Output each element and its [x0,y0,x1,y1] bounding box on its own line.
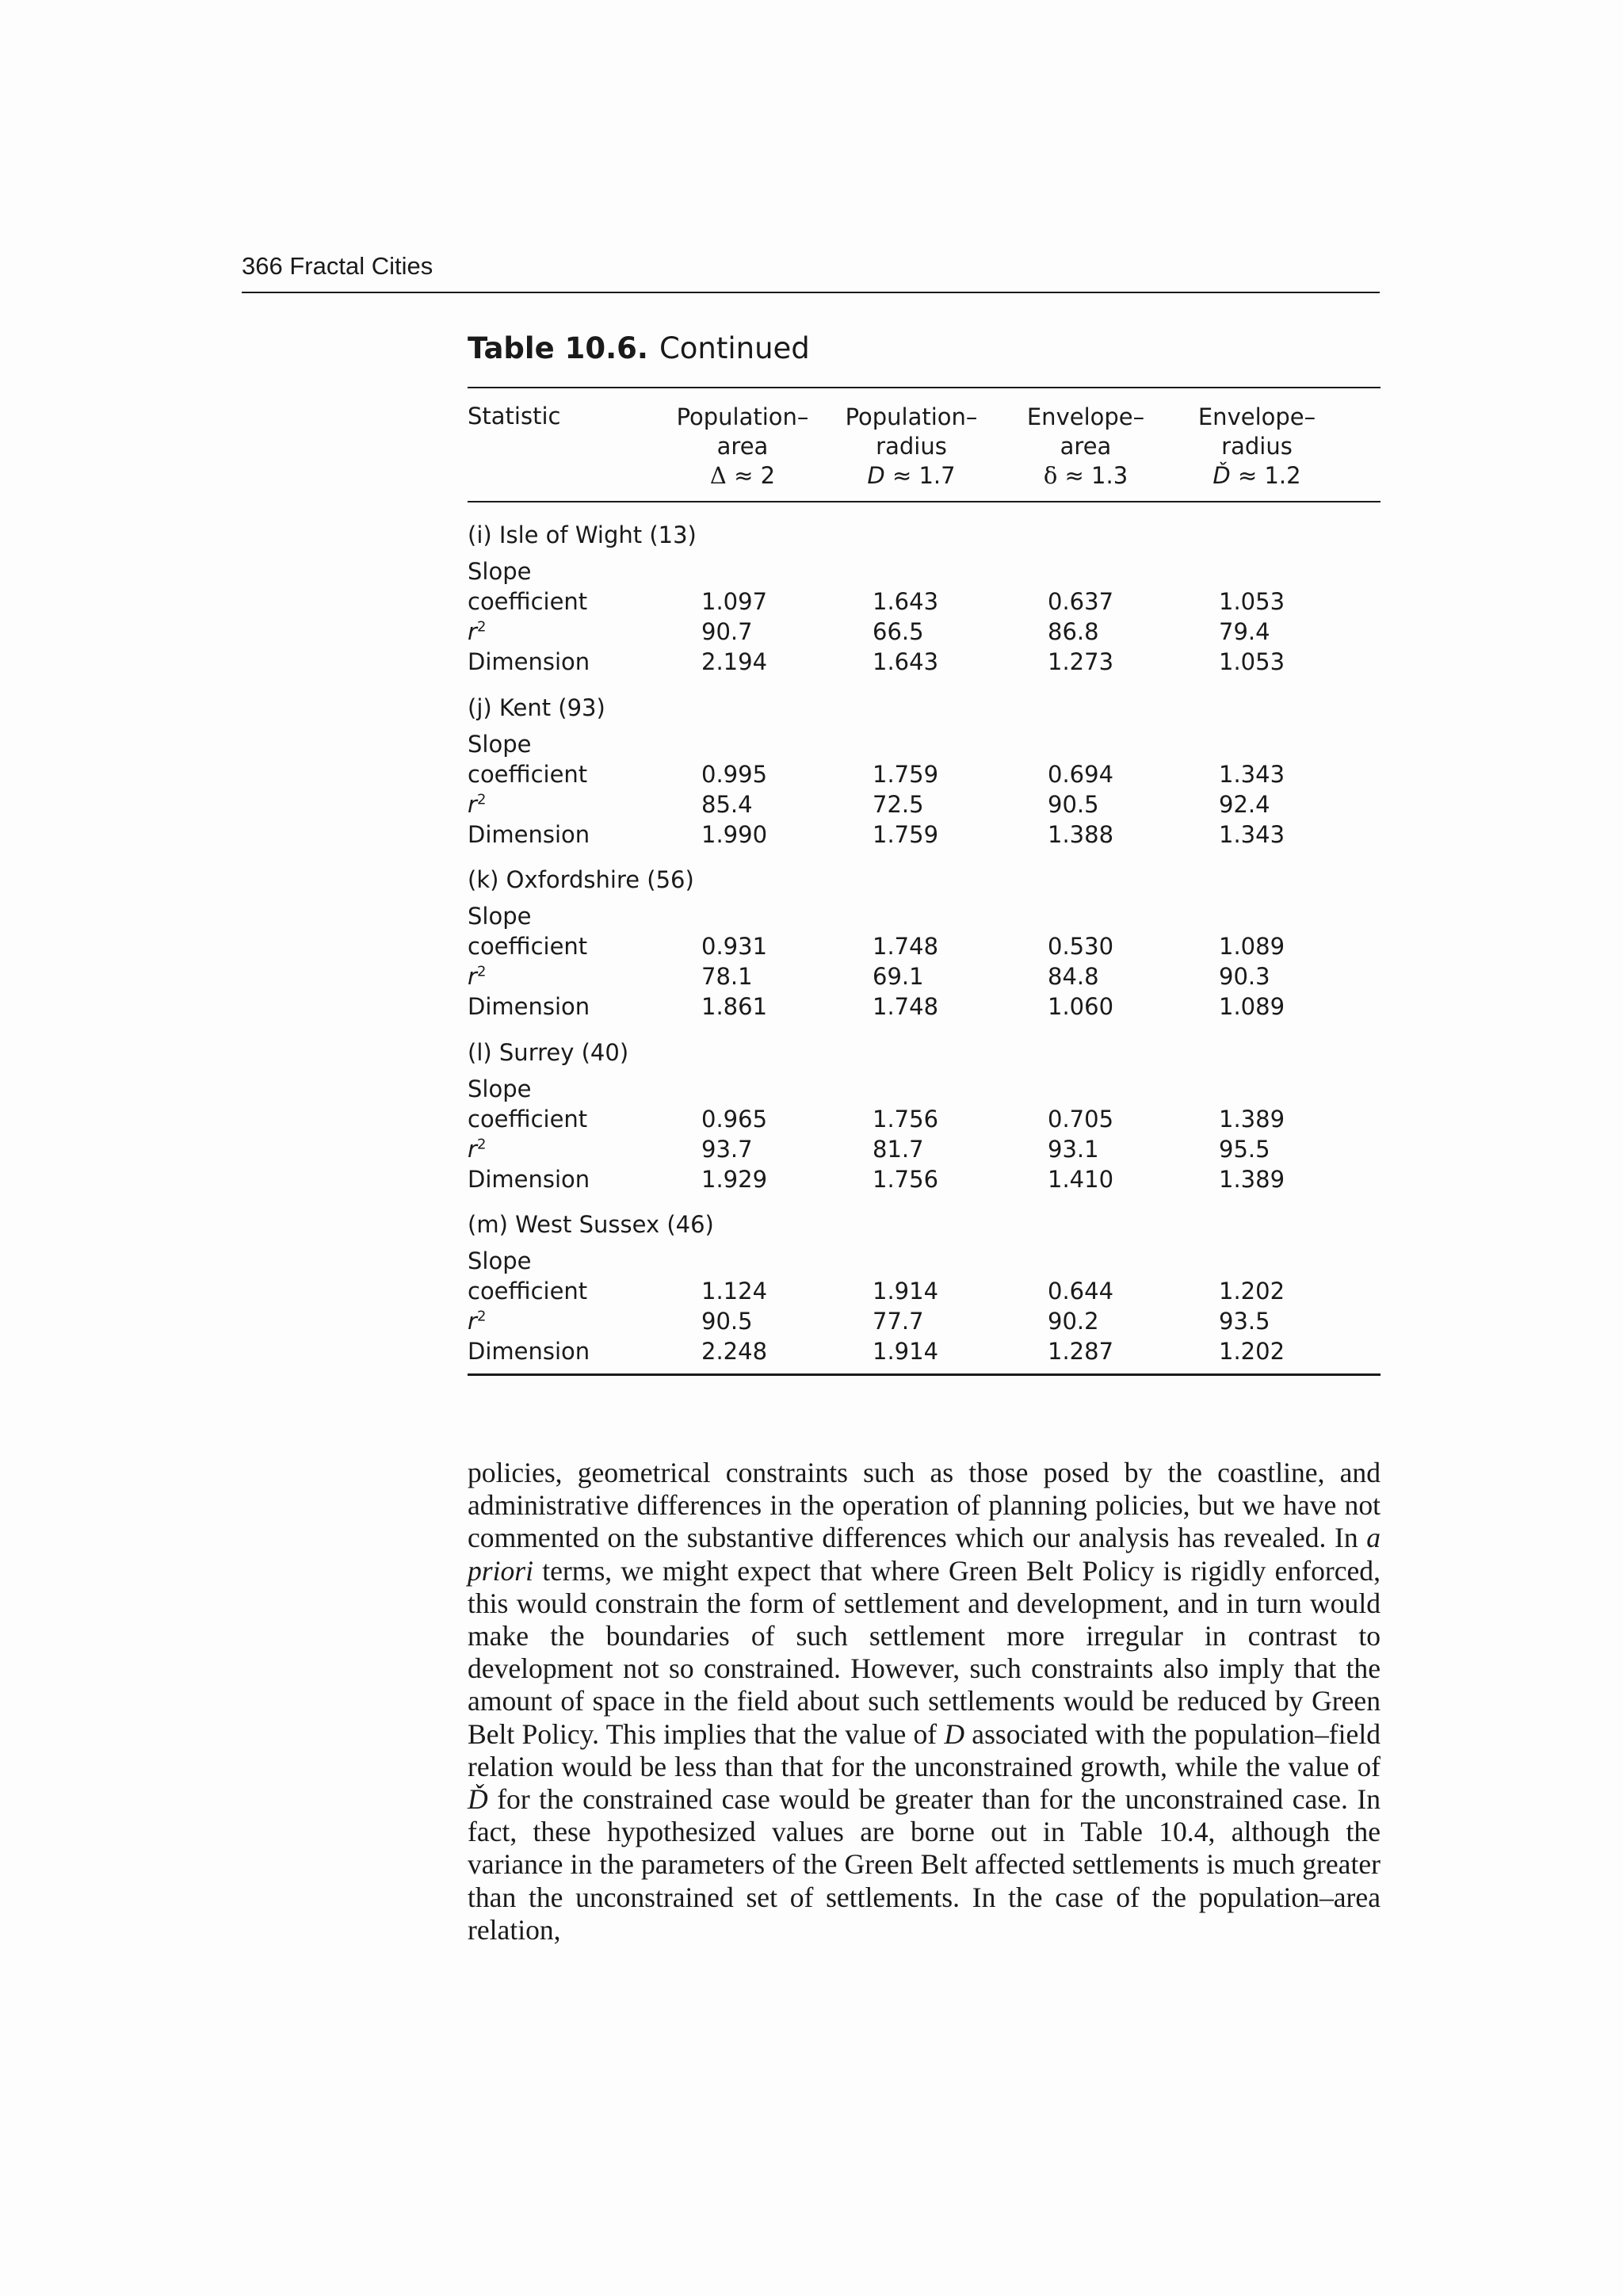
table-cell: 0.965 [701,1106,768,1133]
table-number: Table 10.6. [468,331,648,365]
table-cell: 1.097 [701,588,768,615]
table-cell: 1.388 [1048,821,1114,848]
table-bottom-rule [468,1373,1381,1376]
table-cell: 93.5 [1219,1308,1270,1335]
group-title: (m) West Sussex (46) [468,1211,714,1238]
row-label-slope: Slope [468,558,532,585]
table-cell: 0.705 [1048,1106,1114,1133]
row-label-coefficient: coefficient [468,1106,588,1133]
table-cell: 1.861 [701,993,768,1020]
table-cell: 0.637 [1048,588,1114,615]
table-cell: 1.343 [1219,761,1285,788]
table-cell: 1.053 [1219,588,1285,615]
table-cell: 90.7 [701,618,753,645]
table-cell: 90.5 [701,1308,753,1335]
row-label-coefficient: coefficient [468,1278,588,1305]
table-cell: 93.1 [1048,1136,1099,1163]
table-cell: 66.5 [873,618,924,645]
table-cell: 1.410 [1048,1166,1114,1193]
table-cell: 1.202 [1219,1278,1285,1305]
row-label-dimension: Dimension [468,1166,590,1193]
column-header-population-radius: Population– radius D ≈ 1.7 [845,403,978,489]
table-cell: 2.194 [701,648,768,675]
row-label-slope: Slope [468,731,532,758]
running-header: 366 Fractal Cities [242,252,433,280]
table-cell: 81.7 [873,1136,924,1163]
row-label-dimension: Dimension [468,993,590,1020]
column-header-envelope-area: Envelope– area δ ≈ 1.3 [1026,403,1145,489]
table-caption-text: Continued [659,331,810,365]
table-cell: 1.202 [1219,1338,1285,1365]
row-label-dimension: Dimension [468,821,590,848]
table-cell: 95.5 [1219,1136,1270,1163]
row-label-dimension: Dimension [468,1338,590,1365]
table-cell: 77.7 [873,1308,924,1335]
table-cell: 0.995 [701,761,768,788]
table-cell: 90.3 [1219,963,1270,990]
table-cell: 0.931 [701,933,768,960]
row-label-coefficient: coefficient [468,761,588,788]
table-cell: 1.929 [701,1166,768,1193]
group-title: (l) Surrey (40) [468,1039,629,1066]
table-caption [468,331,810,365]
row-label-r-squared: $r^2$ [468,618,487,645]
table-cell: 1.343 [1219,821,1285,848]
row-label-slope: Slope [468,1075,532,1102]
table-cell: 1.089 [1219,933,1285,960]
group-title: (i) Isle of Wight (13) [468,521,697,548]
table-cell: 92.4 [1219,791,1270,818]
statistic-header: Statistic [468,403,561,430]
table-cell: 1.124 [701,1278,768,1305]
row-label-dimension: Dimension [468,648,590,675]
table-cell: 1.643 [873,648,939,675]
column-header-envelope-radius: Envelope– radius Ď ≈ 1.2 [1197,403,1316,489]
table-top-rule [468,387,1381,388]
table-cell: 79.4 [1219,618,1270,645]
table-cell: 72.5 [873,791,924,818]
table-cell: 93.7 [701,1136,753,1163]
table-cell: 85.4 [701,791,753,818]
table-cell: 69.1 [873,963,924,990]
table-cell: 78.1 [701,963,753,990]
table-cell: 84.8 [1048,963,1099,990]
table-cell: 1.060 [1048,993,1114,1020]
table-cell: 1.990 [701,821,768,848]
table-cell: 1.759 [873,761,939,788]
body-paragraph: policies, geometrical constraints such as those posed by the coastline, and administrative differences in the operation of planning policies, but we have not commented on the substantive differences which our analysis has revealed. In a priori terms, we might expect that where Green Belt Policy is rigidly enforced, this would constrain the form of settlement and development, and in turn would make the boundaries of such settlement more irregular in contrast to development not so constrained. However, such constraints also imply that the amount of space in the field about such settlements would be reduced by Green Belt Policy. This implies that the value of D associated with the population–field relation would be less than that for the unconstrained growth, while the value of Ď for the constrained case would be greater than for the unconstrained case. In fact, these hypothesized values are borne out in Table 10.4, although the variance in the parameters of the Green Belt affected settlements is much greater than the unconstrained set of settlements. In the case of the population–area relation, [468,1457,1381,1946]
table-cell: 1.748 [873,993,939,1020]
table-cell: 1.389 [1219,1106,1285,1133]
table-cell: 2.248 [701,1338,768,1365]
table-cell: 1.389 [1219,1166,1285,1193]
table-cell: 90.5 [1048,791,1099,818]
row-label-slope: Slope [468,1247,532,1274]
column-header-population-area: Population– area Δ ≈ 2 [676,403,809,489]
table-cell: 0.530 [1048,933,1114,960]
table-cell: 1.643 [873,588,939,615]
table-cell: 1.748 [873,933,939,960]
table-cell: 1.756 [873,1106,939,1133]
group-title: (k) Oxfordshire (56) [468,866,694,893]
row-label-r-squared: $r^2$ [468,963,487,990]
table-cell: 1.089 [1219,993,1285,1020]
group-title: (j) Kent (93) [468,694,605,721]
table-cell: 1.759 [873,821,939,848]
table-cell: 1.914 [873,1338,939,1365]
table-cell: 0.694 [1048,761,1114,788]
row-label-coefficient: coefficient [468,933,588,960]
row-label-r-squared: $r^2$ [468,791,487,818]
row-label-r-squared: $r^2$ [468,1136,487,1163]
table-cell: 86.8 [1048,618,1099,645]
table-cell: 0.644 [1048,1278,1114,1305]
table-cell: 90.2 [1048,1308,1099,1335]
table-cell: 1.053 [1219,648,1285,675]
table-cell: 1.273 [1048,648,1114,675]
table-cell: 1.287 [1048,1338,1114,1365]
row-label-r-squared: $r^2$ [468,1308,487,1335]
header-rule [242,292,1380,293]
row-label-coefficient: coefficient [468,588,588,615]
table-header-rule [468,501,1381,502]
table-cell: 1.756 [873,1166,939,1193]
row-label-slope: Slope [468,903,532,930]
table-cell: 1.914 [873,1278,939,1305]
